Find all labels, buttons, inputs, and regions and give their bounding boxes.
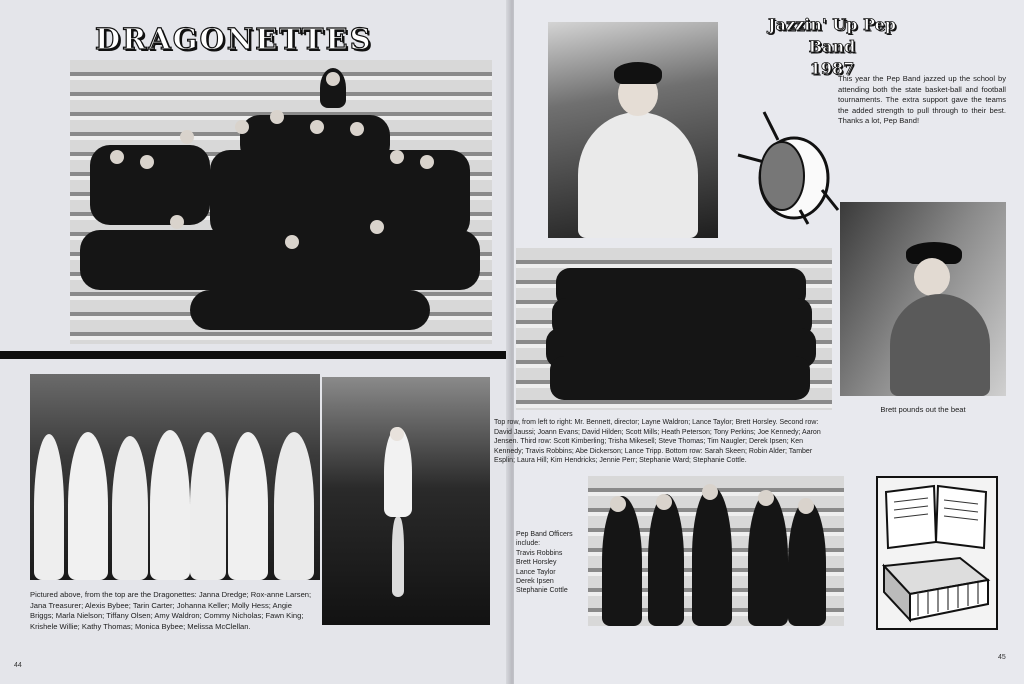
officers-heading: Pep Band Officers include: [516, 531, 573, 548]
pep-band-title-line-3: 1987 [809, 59, 855, 78]
keyboard-icon [880, 554, 992, 624]
dragonettes-title: DRAGONETTES [95, 22, 373, 56]
dragonettes-group-photo [70, 60, 492, 344]
trumpet-player-photo [548, 22, 718, 238]
dragonettes-baton-photo [30, 374, 320, 580]
pep-band-group-caption: Top row, from left to right: Mr. Bennett, director; Layne Waldron; Lance Taylor; Brett Horsley. Second row: David Jaussi; Joann Evans; David Hilden; Scott Mills; Heath Peterson; Tony Perkins; Joe Kennedy; Aaron Jensen. Third row: Scott Kimberling; Trisha Mikesell; Steve Thomas; Tim Naugler; Derek Ipsen; Ken Kennedy; Travis Robbins; Abe Dickerson; Lance Tripp. Bottom row: Sarah Skeen; Robin Alder; Tamber Esplin; Laura Hill; Kim Hendricks; Jennie Perr; Stephanie Ward; Stephanie Cottle. [494, 419, 821, 465]
officers-list [516, 530, 596, 596]
officer-name: Travis Robbins [516, 549, 563, 557]
section-divider [0, 351, 510, 359]
drum-icon [734, 110, 844, 225]
pep-band-title-line-2: Band [808, 37, 856, 56]
right-page [494, 0, 1024, 684]
pep-band-officers-photo [588, 476, 844, 626]
drummer-caption: Brett pounds out the beat [880, 405, 966, 414]
pep-band-intro: This year the Pep Band jazzed up the school by attending both the state basket-ball and football tournaments. The extra support gave the teams the added strength to pull through to their best. Thanks a lot, Pep Band! [838, 74, 1006, 126]
music-book-keyboard-sketch [876, 476, 998, 630]
page-number-left: 44 [14, 662, 22, 669]
pep-band-title-line-1: Jazzin' Up Pep [768, 15, 896, 34]
open-book-icon [882, 482, 990, 552]
page-number-right: 45 [998, 654, 1006, 661]
officer-name: Lance Taylor [516, 568, 556, 576]
solo-dancer-photo [322, 377, 490, 625]
left-page [0, 0, 510, 684]
officer-name: Brett Horsley [516, 559, 557, 567]
officer-name: Stephanie Cottle [516, 587, 568, 595]
officer-name: Derek Ipsen [516, 578, 554, 586]
dragonettes-caption: Pictured above, from the top are the Dragonettes: Janna Dredge; Rox-anne Larsen; Jana Treasurer; Alexis Bybee; Tarin Carter; Johanna Keller; Molly Hess; Angie Briggs; Marla Nielson; Tiffany Olsen; Amy Waldron; Commy Nicholas; Fawn King; Krishele Willie; Kathy Thomas; Monica Bybee; Melissa McClellan. [30, 590, 312, 631]
pep-band-group-photo [516, 248, 832, 410]
drummer-photo [840, 202, 1006, 396]
pep-band-title [724, 14, 940, 80]
